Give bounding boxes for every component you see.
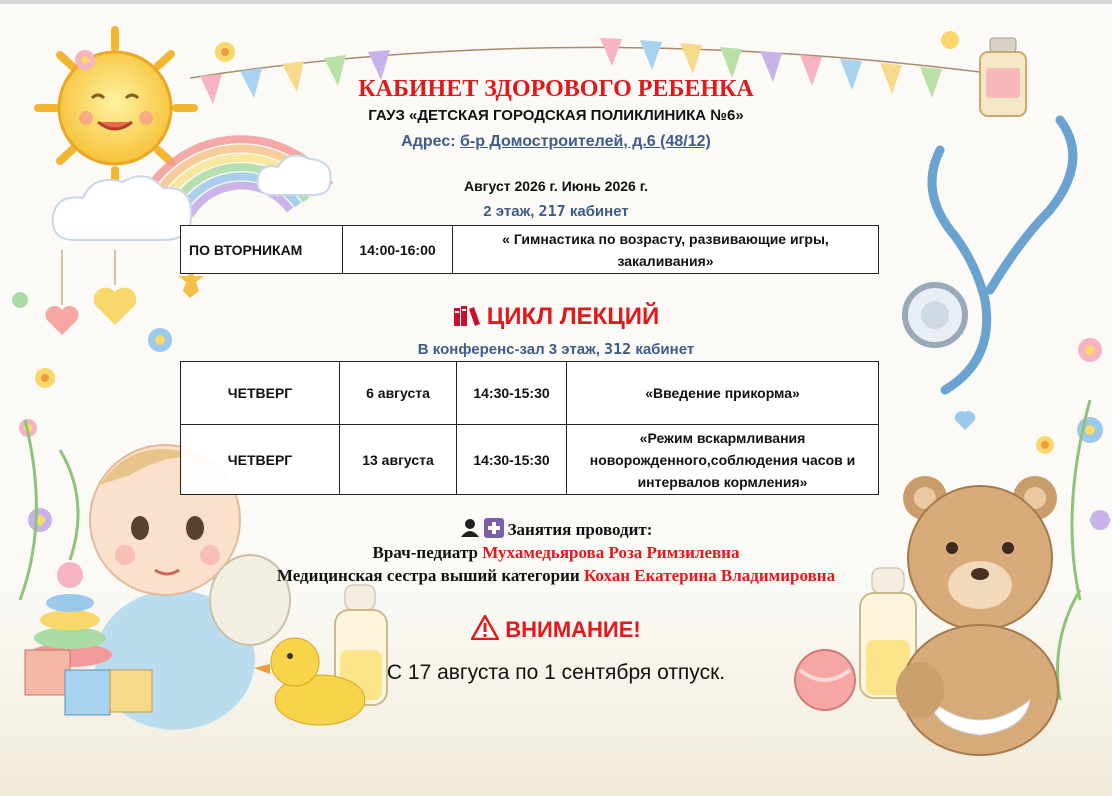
organization-name: ГАУЗ «ДЕТСКАЯ ГОРОДСКАЯ ПОЛИКЛИНИКА №6» [368,107,744,124]
table-row [181,425,879,495]
attention-text: ВНИМАНИЕ! [505,617,641,642]
table-cell-time: 14:30-15:30 [457,425,567,495]
room-suffix: кабинет [569,203,629,220]
books-icon [453,305,481,327]
table-row [181,362,879,425]
address-value: б-р Домостроителей, д.6 (48/12) [460,133,711,150]
table-cell-time: 14:00-16:00 [343,226,453,274]
doctor-nurse-icon [460,518,504,538]
table-cell-topic: «Введение прикорма» [567,362,879,425]
schedule-room [0,202,1112,220]
table-cell-day: ПО ВТОРНИКАМ [181,226,343,274]
table-cell-time: 14:30-15:30 [457,362,567,425]
vacation-notice: С 17 августа по 1 сентября отпуск. [386,661,726,684]
room-number: 312 [604,340,632,358]
attention-line [0,615,1112,643]
room-number: 217 [538,202,566,220]
nurse-role: Медицинская сестра выший категории [276,566,580,585]
table-row [181,226,879,274]
doctor-name: Мухамедьярова Роза Римзилевна [482,543,740,562]
table-cell-day: ЧЕТВЕРГ [181,425,340,495]
doctor-role: Врач-педиатр [372,543,478,562]
staff-heading-line [0,518,1112,540]
warning-icon [471,615,499,640]
table-cell-date: 13 августа [340,425,457,495]
room-prefix: В конференс-зал 3 этаж, [417,341,600,358]
address-label: Адрес: [401,133,456,150]
lectures-room [0,340,1112,358]
room-prefix: 2 этаж, [483,203,535,220]
nurse-name: Кохан Екатерина Владимировна [583,566,836,585]
lectures-title: ЦИКЛ ЛЕКЦИЙ [486,303,660,330]
doctor-line [0,543,1112,563]
lectures-table [180,361,879,495]
nurse-line [0,566,1112,586]
address-line [0,133,1112,151]
table-cell-topic: «Режим вскармливания новорожденного,соблюдения часов и интервалов кормления» [567,425,879,495]
room-suffix: кабинет [635,341,695,358]
schedule-table [180,225,879,274]
page-title: КАБИНЕТ ЗДОРОВОГО РЕБЕНКА [358,76,754,102]
staff-heading: Занятия проводит: [507,520,653,539]
lectures-heading [0,303,1112,331]
schedule-period: Август 2026 г. Июнь 2026 г. [463,178,649,194]
table-cell-topic: « Гимнастика по возрасту, развивающие игры, закаливания» [453,226,879,274]
table-cell-day: ЧЕТВЕРГ [181,362,340,425]
table-cell-date: 6 августа [340,362,457,425]
